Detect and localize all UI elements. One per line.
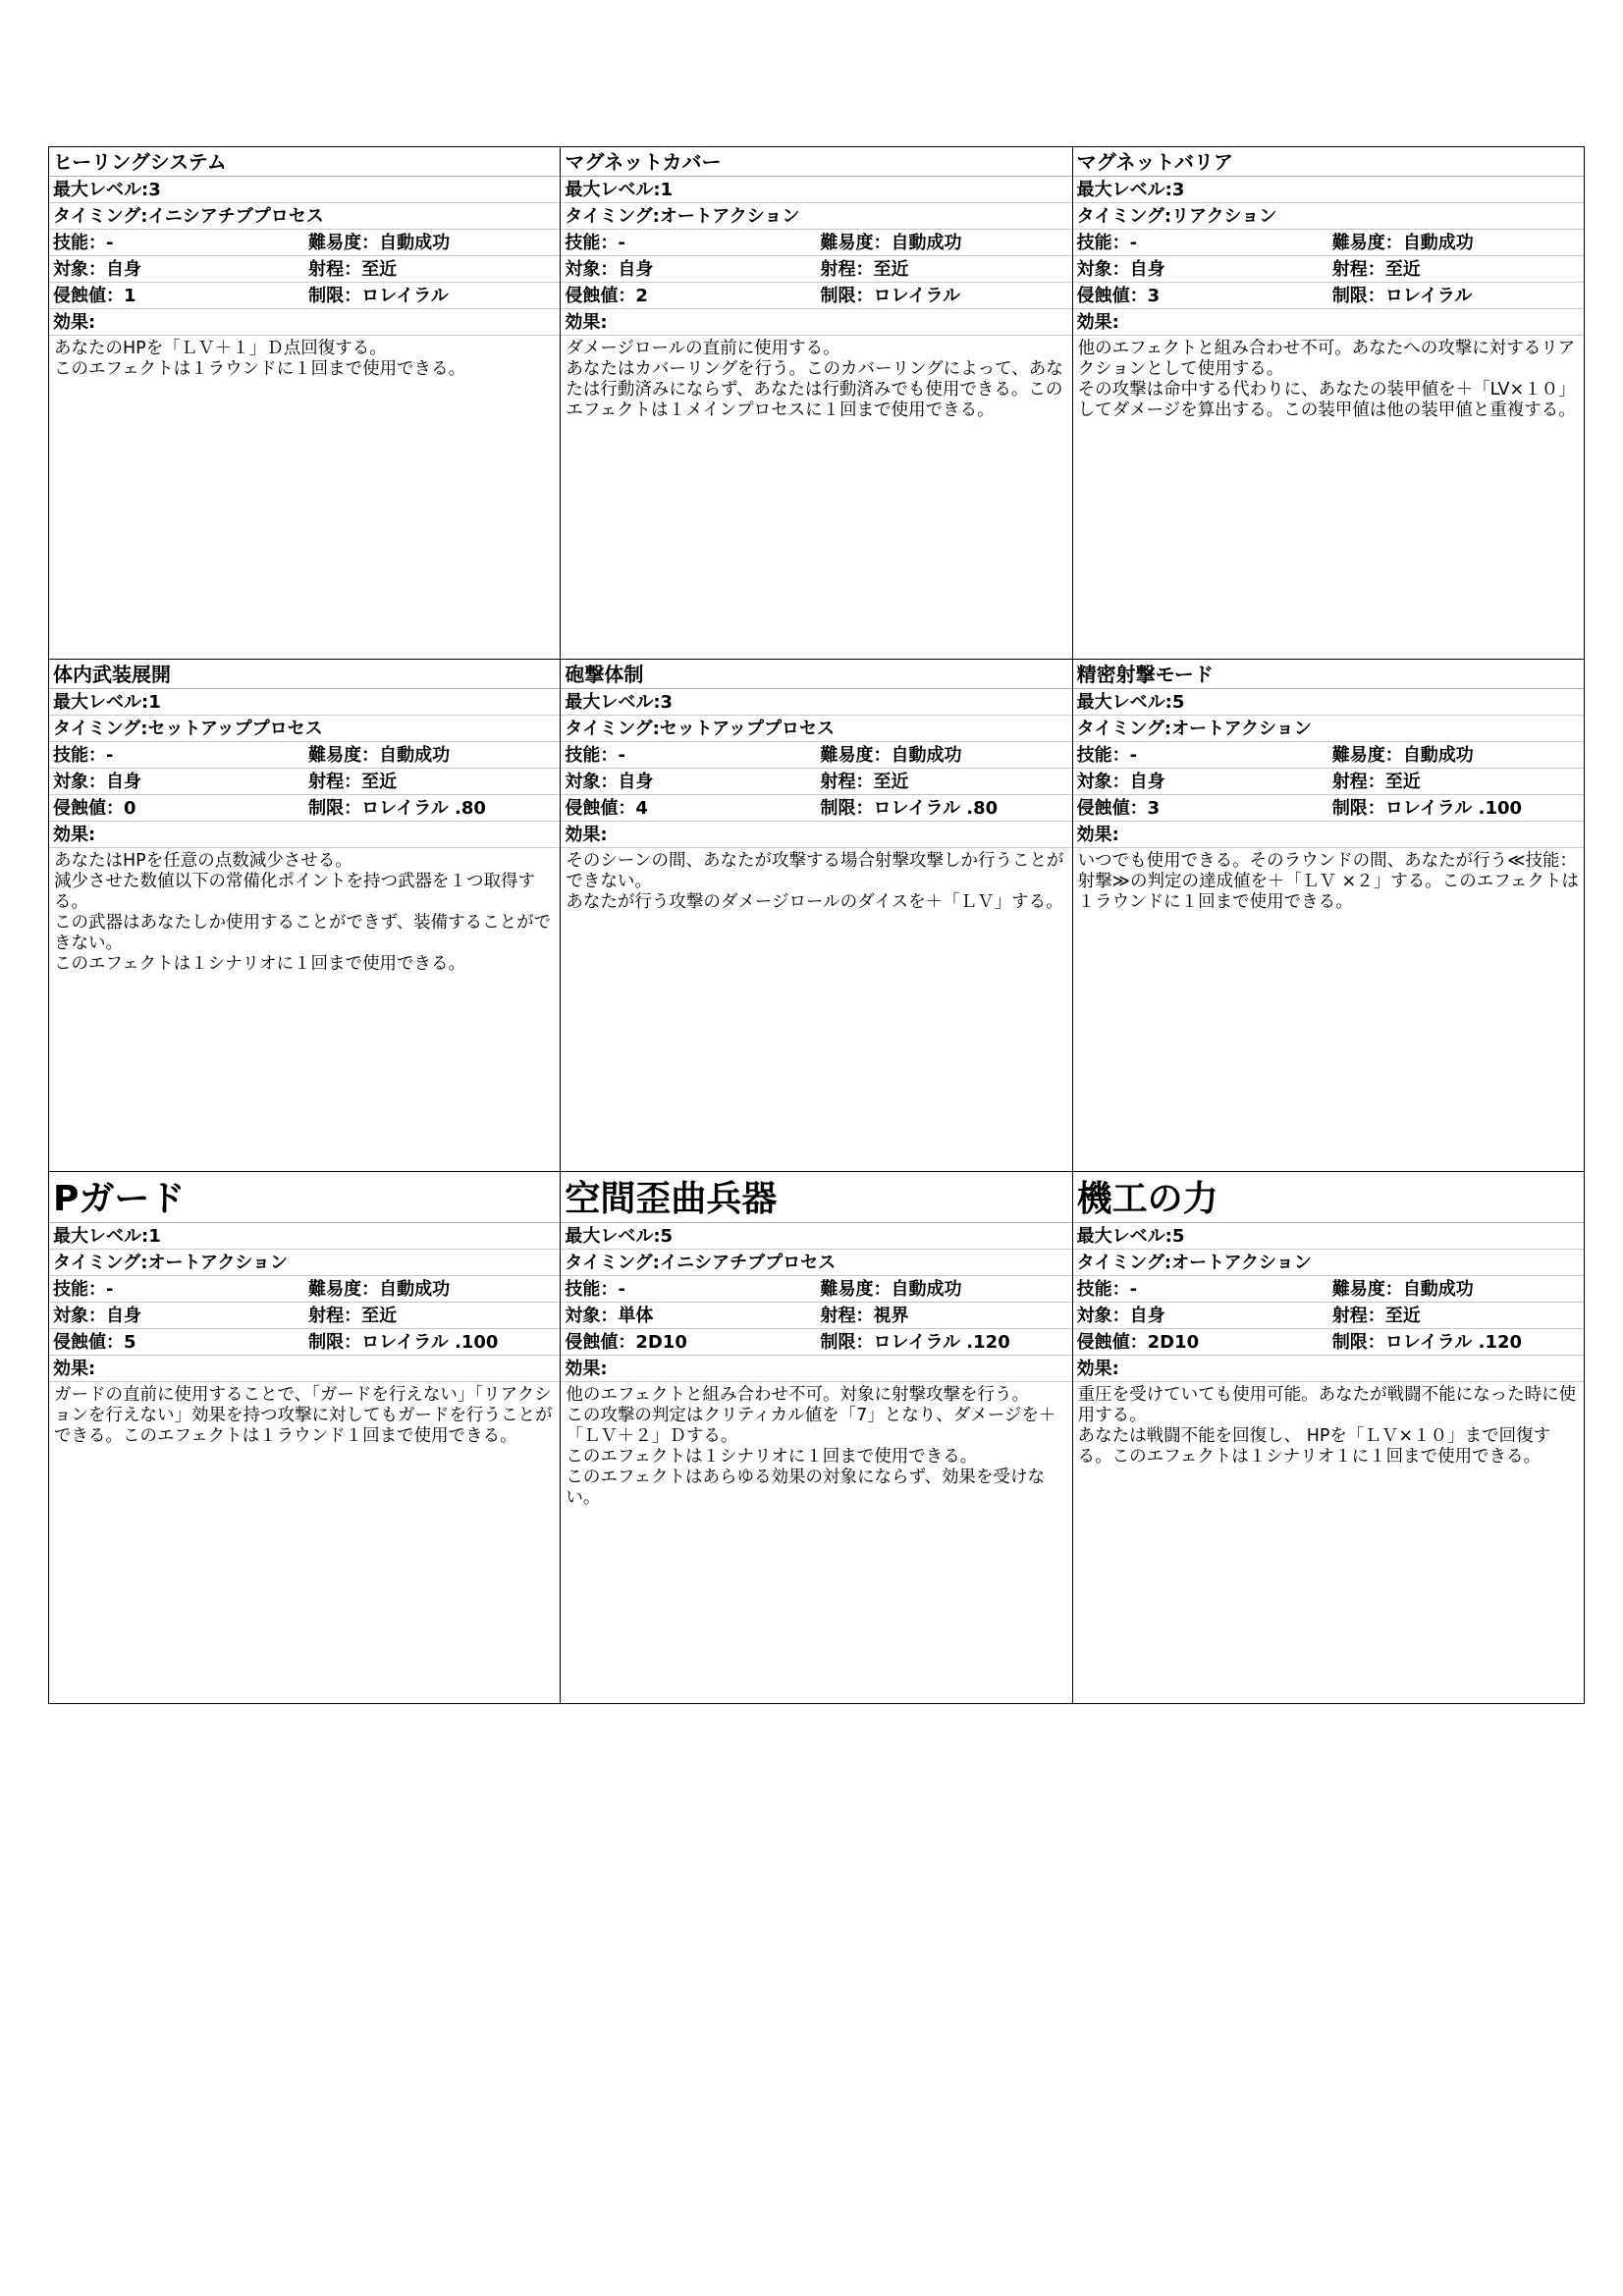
range-label: 射程： xyxy=(820,772,874,792)
skill-cell xyxy=(1073,1276,1328,1302)
range-label: 射程： xyxy=(308,1306,362,1326)
range-cell xyxy=(816,1303,1071,1328)
erosion-value: 2D10 xyxy=(635,1332,687,1353)
limit-label: 制限： xyxy=(820,798,874,819)
limit-value: ロレイラル .80 xyxy=(361,798,486,819)
timing-value: セットアッププロセス xyxy=(659,719,836,739)
timing-row xyxy=(49,716,560,742)
difficulty-label: 難易度： xyxy=(1331,1279,1403,1300)
range-cell xyxy=(1328,769,1584,794)
effect-label: 効果: xyxy=(1073,822,1584,848)
skill-label: 技能： xyxy=(53,1279,106,1300)
limit-cell xyxy=(304,795,560,821)
max-level-value: 5 xyxy=(1171,692,1185,713)
erosion-label: 侵蝕値： xyxy=(1076,1332,1148,1353)
effect-text: あなたはHPを任意の点数減少させる。 減少させた数値以下の常備化ポイントを持つ武器を１つ取得する。 この武器はあなたしか使用することができず、装備することができない。 このエフェクトは１シナリオに１回まで使用できる。 xyxy=(54,851,552,974)
erosion-limit-row xyxy=(1073,283,1584,309)
effect-text: 他のエフェクトと組み合わせ不可。対象に射撃攻撃を行う。 この攻撃の判定はクリティカル値を「7」となり、ダメージを＋「ＬＶ＋２」Ｄする。 このエフェクトは１シナリオに１回まで使用できる。 このエフェクトはあらゆる効果の対象にならず、効果を受けない。 xyxy=(566,1385,1056,1508)
difficulty-label: 難易度： xyxy=(308,233,380,253)
skill-difficulty-row xyxy=(49,742,560,769)
max-level-label: 最大レベル: xyxy=(565,180,661,200)
erosion-cell xyxy=(1073,1329,1328,1355)
difficulty-cell xyxy=(816,1276,1071,1302)
target-value: 単体 xyxy=(618,1306,654,1326)
difficulty-label: 難易度： xyxy=(308,745,380,766)
max-level-row xyxy=(1073,177,1584,203)
timing-label: タイミング: xyxy=(53,206,148,227)
skill-label: 技能： xyxy=(1076,1279,1130,1300)
target-value: 自身 xyxy=(106,1306,141,1326)
max-level-value: 5 xyxy=(1171,1226,1185,1247)
difficulty-cell xyxy=(1328,742,1584,768)
card-title: 空間歪曲兵器 xyxy=(561,1172,1071,1223)
limit-value: ロレイラル .100 xyxy=(361,1332,499,1353)
timing-value: セットアッププロセス xyxy=(147,719,323,739)
erosion-label: 侵蝕値： xyxy=(565,798,636,819)
card-title: 体内武装展開 xyxy=(49,660,560,689)
target-value: 自身 xyxy=(106,772,141,792)
limit-label: 制限： xyxy=(820,1332,874,1353)
max-level-label: 最大レベル: xyxy=(1076,692,1172,713)
effect-card xyxy=(49,1172,561,1704)
timing-row xyxy=(561,1250,1071,1276)
erosion-limit-row xyxy=(561,283,1071,309)
limit-label: 制限： xyxy=(308,286,362,306)
target-value: 自身 xyxy=(106,259,141,280)
effect-card xyxy=(49,147,561,660)
skill-cell xyxy=(1073,742,1328,768)
target-range-row xyxy=(1073,1303,1584,1329)
max-level-value: 1 xyxy=(660,180,674,200)
difficulty-label: 難易度： xyxy=(820,1279,892,1300)
skill-cell xyxy=(49,742,304,768)
erosion-limit-row xyxy=(49,283,560,309)
skill-value: - xyxy=(106,745,114,766)
effect-card xyxy=(1073,660,1585,1172)
difficulty-cell xyxy=(816,742,1071,768)
target-range-row xyxy=(49,256,560,283)
difficulty-label: 難易度： xyxy=(308,1279,380,1300)
erosion-cell xyxy=(49,283,304,308)
target-value: 自身 xyxy=(618,259,654,280)
target-cell xyxy=(1073,769,1328,794)
range-label: 射程： xyxy=(820,259,874,280)
erosion-cell xyxy=(49,1329,304,1355)
max-level-label: 最大レベル: xyxy=(1076,180,1172,200)
difficulty-cell xyxy=(816,230,1071,255)
effect-card xyxy=(49,660,561,1172)
difficulty-cell xyxy=(1328,230,1584,255)
skill-difficulty-row xyxy=(561,230,1071,256)
max-level-label: 最大レベル: xyxy=(565,692,661,713)
max-level-label: 最大レベル: xyxy=(53,692,149,713)
limit-value: ロレイラル .120 xyxy=(873,1332,1010,1353)
difficulty-value: 自動成功 xyxy=(891,745,962,766)
effect-card xyxy=(561,660,1072,1172)
timing-row xyxy=(1073,1250,1584,1276)
timing-label: タイミング: xyxy=(1076,719,1172,739)
target-range-row xyxy=(49,769,560,795)
difficulty-value: 自動成功 xyxy=(891,233,962,253)
erosion-label: 侵蝕値： xyxy=(1076,286,1148,306)
erosion-cell xyxy=(1073,795,1328,821)
max-level-label: 最大レベル: xyxy=(565,1226,661,1247)
erosion-label: 侵蝕値： xyxy=(53,286,124,306)
target-cell xyxy=(1073,256,1328,282)
timing-value: イニシアチブプロセス xyxy=(659,1253,837,1273)
timing-label: タイミング: xyxy=(53,719,148,739)
effect-text: ダメージロールの直前に使用する。 あなたはカバーリングを行う。このカバーリングによって、あなたは行動済みにならず、あなたは行動済みでも使用できる。このエフェクトは１メインプロセスに１回まで使用できる。 xyxy=(566,339,1063,420)
erosion-value: 2 xyxy=(635,286,648,306)
card-title: Pガード xyxy=(49,1172,560,1223)
effect-label: 効果: xyxy=(561,309,1071,336)
difficulty-value: 自動成功 xyxy=(891,1279,962,1300)
effect-text: あなたのHPを「ＬＶ＋１」Ｄ点回復する。 このエフェクトは１ラウンドに１回まで使用できる。 xyxy=(54,339,466,379)
range-cell xyxy=(816,256,1071,282)
effect-label: 効果: xyxy=(1073,309,1584,336)
skill-label: 技能： xyxy=(565,1279,619,1300)
target-range-row xyxy=(561,1303,1071,1329)
skill-label: 技能： xyxy=(53,233,106,253)
limit-value: ロレイラル xyxy=(361,286,449,306)
range-label: 射程： xyxy=(1331,1306,1385,1326)
timing-value: リアクション xyxy=(1171,206,1277,227)
timing-label: タイミング: xyxy=(1076,206,1172,227)
timing-value: オートアクション xyxy=(1171,719,1312,739)
range-value: 至近 xyxy=(873,259,909,280)
skill-value: - xyxy=(1129,1279,1138,1300)
max-level-value: 1 xyxy=(148,692,161,713)
skill-value: - xyxy=(106,233,114,253)
timing-row xyxy=(49,1250,560,1276)
erosion-label: 侵蝕値： xyxy=(53,1332,124,1353)
target-range-row xyxy=(1073,769,1584,795)
difficulty-cell xyxy=(1328,1276,1584,1302)
limit-cell xyxy=(816,795,1071,821)
timing-row xyxy=(561,716,1071,742)
limit-cell xyxy=(1328,1329,1584,1355)
difficulty-value: 自動成功 xyxy=(1402,233,1474,253)
difficulty-label: 難易度： xyxy=(820,745,892,766)
timing-row xyxy=(49,203,560,230)
target-label: 対象： xyxy=(565,772,619,792)
target-value: 自身 xyxy=(1129,1306,1165,1326)
difficulty-value: 自動成功 xyxy=(1402,745,1474,766)
limit-label: 制限： xyxy=(1331,286,1385,306)
max-level-value: 5 xyxy=(660,1226,674,1247)
skill-difficulty-row xyxy=(1073,742,1584,769)
skill-label: 技能： xyxy=(565,745,619,766)
skill-value: - xyxy=(618,233,625,253)
limit-label: 制限： xyxy=(308,1332,362,1353)
skill-label: 技能： xyxy=(1076,233,1130,253)
effect-card xyxy=(561,1172,1072,1704)
erosion-label: 侵蝕値： xyxy=(1076,798,1148,819)
max-level-row xyxy=(49,689,560,716)
skill-cell xyxy=(49,1276,304,1302)
target-range-row xyxy=(561,769,1071,795)
card-title: ヒーリングシステム xyxy=(49,147,560,177)
range-value: 至近 xyxy=(1384,259,1421,280)
erosion-value: 0 xyxy=(124,798,136,819)
erosion-limit-row xyxy=(561,795,1071,822)
skill-cell xyxy=(561,230,816,255)
target-label: 対象： xyxy=(565,259,619,280)
timing-row xyxy=(1073,716,1584,742)
target-label: 対象： xyxy=(1076,772,1130,792)
erosion-limit-row xyxy=(1073,1329,1584,1356)
effect-card xyxy=(1073,1172,1585,1704)
limit-value: ロレイラル .100 xyxy=(1384,798,1523,819)
skill-cell xyxy=(561,742,816,768)
card-title: 砲撃体制 xyxy=(561,660,1071,689)
range-label: 射程： xyxy=(308,772,362,792)
erosion-value: 1 xyxy=(124,286,136,306)
limit-cell xyxy=(304,1329,560,1355)
limit-cell xyxy=(816,283,1071,308)
max-level-row xyxy=(561,1223,1071,1250)
range-label: 射程： xyxy=(1331,772,1385,792)
max-level-row xyxy=(561,177,1071,203)
erosion-label: 侵蝕値： xyxy=(53,798,124,819)
difficulty-cell xyxy=(304,742,560,768)
skill-value: - xyxy=(618,745,625,766)
skill-label: 技能： xyxy=(53,745,106,766)
difficulty-label: 難易度： xyxy=(1331,233,1403,253)
erosion-label: 侵蝕値： xyxy=(565,1332,636,1353)
erosion-limit-row xyxy=(49,795,560,822)
max-level-row xyxy=(1073,1223,1584,1250)
target-range-row xyxy=(561,256,1071,283)
erosion-cell xyxy=(561,795,816,821)
range-label: 射程： xyxy=(820,1306,874,1326)
max-level-value: 3 xyxy=(1171,180,1185,200)
timing-label: タイミング: xyxy=(53,1253,148,1273)
range-cell xyxy=(304,769,560,794)
effect-text: いつでも使用できる。そのラウンドの間、あなたが行う≪技能：射撃≫の判定の達成値を＋「ＬＶ ×２」する。このエフェクトは１ラウンドに１回まで使用できる。 xyxy=(1077,851,1579,912)
target-value: 自身 xyxy=(1129,772,1165,792)
target-cell xyxy=(49,1303,304,1328)
effect-card xyxy=(561,147,1072,660)
target-value: 自身 xyxy=(1129,259,1165,280)
card-title: 機工の力 xyxy=(1073,1172,1584,1223)
erosion-limit-row xyxy=(49,1329,560,1356)
timing-label: タイミング: xyxy=(565,206,660,227)
max-level-value: 3 xyxy=(148,180,161,200)
skill-cell xyxy=(1073,230,1328,255)
limit-value: ロレイラル xyxy=(873,286,961,306)
skill-value: - xyxy=(1129,745,1138,766)
limit-cell xyxy=(1328,283,1584,308)
max-level-label: 最大レベル: xyxy=(1076,1226,1172,1247)
max-level-row xyxy=(49,177,560,203)
target-label: 対象： xyxy=(1076,259,1130,280)
range-value: 視界 xyxy=(873,1306,909,1326)
range-cell xyxy=(304,256,560,282)
target-label: 対象： xyxy=(53,259,106,280)
max-level-row xyxy=(49,1223,560,1250)
card-title: 精密射撃モード xyxy=(1073,660,1584,689)
timing-label: タイミング: xyxy=(565,719,660,739)
max-level-label: 最大レベル: xyxy=(53,180,149,200)
erosion-limit-row xyxy=(1073,795,1584,822)
erosion-value: 3 xyxy=(1147,286,1161,306)
effect-label: 効果: xyxy=(49,822,560,848)
erosion-cell xyxy=(561,283,816,308)
timing-value: オートアクション xyxy=(1171,1253,1312,1273)
max-level-row xyxy=(561,689,1071,716)
difficulty-value: 自動成功 xyxy=(1402,1279,1474,1300)
range-value: 至近 xyxy=(873,772,909,792)
limit-value: ロレイラル xyxy=(1384,286,1473,306)
difficulty-label: 難易度： xyxy=(820,233,892,253)
effect-text: 重圧を受けていても使用可能。あなたが戦闘不能になった時に使用する。 あなたは戦闘不能を回復し、 HPを「ＬＶ×１０」まで回復する。このエフェクトは１シナリオ１に１回まで使用できる。 xyxy=(1077,1385,1577,1467)
target-label: 対象： xyxy=(1076,1306,1130,1326)
max-level-row xyxy=(1073,689,1584,716)
limit-label: 制限： xyxy=(1331,798,1385,819)
timing-value: オートアクション xyxy=(659,206,800,227)
target-label: 対象： xyxy=(53,1306,106,1326)
erosion-label: 侵蝕値： xyxy=(565,286,636,306)
max-level-value: 1 xyxy=(148,1226,161,1247)
skill-label: 技能： xyxy=(1076,745,1130,766)
limit-value: ロレイラル .80 xyxy=(873,798,999,819)
max-level-label: 最大レベル: xyxy=(53,1226,149,1247)
limit-label: 制限： xyxy=(1331,1332,1385,1353)
timing-row xyxy=(1073,203,1584,230)
timing-row xyxy=(561,203,1071,230)
timing-value: オートアクション xyxy=(147,1253,289,1273)
target-range-row xyxy=(1073,256,1584,283)
skill-label: 技能： xyxy=(565,233,619,253)
range-value: 至近 xyxy=(361,772,398,792)
range-cell xyxy=(816,769,1071,794)
skill-cell xyxy=(561,1276,816,1302)
difficulty-value: 自動成功 xyxy=(379,745,451,766)
target-label: 対象： xyxy=(53,772,106,792)
limit-cell xyxy=(816,1329,1071,1355)
target-cell xyxy=(561,769,816,794)
target-value: 自身 xyxy=(618,772,654,792)
skill-value: - xyxy=(106,1279,114,1300)
target-cell xyxy=(561,1303,816,1328)
effect-card-sheet xyxy=(48,146,1585,1704)
range-label: 射程： xyxy=(308,259,362,280)
skill-cell xyxy=(49,230,304,255)
target-cell xyxy=(49,769,304,794)
erosion-cell xyxy=(561,1329,816,1355)
effect-label: 効果: xyxy=(49,309,560,336)
limit-label: 制限： xyxy=(820,286,874,306)
range-value: 至近 xyxy=(361,1306,398,1326)
target-cell xyxy=(49,256,304,282)
range-value: 至近 xyxy=(1384,1306,1421,1326)
skill-difficulty-row xyxy=(1073,1276,1584,1303)
erosion-value: 2D10 xyxy=(1147,1332,1200,1353)
effect-card xyxy=(1073,147,1585,660)
erosion-value: 3 xyxy=(1147,798,1161,819)
skill-value: - xyxy=(1129,233,1138,253)
erosion-cell xyxy=(1073,283,1328,308)
range-label: 射程： xyxy=(1331,259,1385,280)
max-level-value: 3 xyxy=(660,692,674,713)
limit-cell xyxy=(304,283,560,308)
range-cell xyxy=(1328,1303,1584,1328)
erosion-limit-row xyxy=(561,1329,1071,1356)
effect-label: 効果: xyxy=(561,822,1071,848)
timing-value: イニシアチブプロセス xyxy=(147,206,324,227)
skill-difficulty-row xyxy=(561,742,1071,769)
effect-label: 効果: xyxy=(1073,1356,1584,1382)
target-label: 対象： xyxy=(565,1306,619,1326)
effect-text: ガードの直前に使用することで、「ガードを行えない」「リアクションを行えない」効果を持つ攻撃に対してもガードを行うことができる。このエフェクトは１ラウンド１回まで使用できる。 xyxy=(54,1385,553,1446)
target-cell xyxy=(1073,1303,1328,1328)
target-cell xyxy=(561,256,816,282)
erosion-cell xyxy=(49,795,304,821)
skill-difficulty-row xyxy=(49,230,560,256)
skill-difficulty-row xyxy=(561,1276,1071,1303)
difficulty-cell xyxy=(304,1276,560,1302)
difficulty-value: 自動成功 xyxy=(379,233,451,253)
difficulty-label: 難易度： xyxy=(1331,745,1403,766)
card-title: マグネットバリア xyxy=(1073,147,1584,177)
erosion-value: 5 xyxy=(124,1332,136,1353)
range-cell xyxy=(1328,256,1584,282)
effect-label: 効果: xyxy=(49,1356,560,1382)
difficulty-value: 自動成功 xyxy=(379,1279,451,1300)
effect-text: 他のエフェクトと組み合わせ不可。あなたへの攻撃に対するリアクションとして使用する。 その攻撃は命中する代わりに、あなたの装甲値を＋「LV×１０」してダメージを算出する。この装甲値は他の装甲値と重複する。 xyxy=(1077,339,1576,420)
range-cell xyxy=(304,1303,560,1328)
range-value: 至近 xyxy=(361,259,398,280)
range-value: 至近 xyxy=(1384,772,1421,792)
card-title: マグネットカバー xyxy=(561,147,1071,177)
target-range-row xyxy=(49,1303,560,1329)
timing-label: タイミング: xyxy=(565,1253,660,1273)
effect-text: そのシーンの間、あなたが攻撃する場合射撃攻撃しか行うことができない。 あなたが行う攻撃のダメージロールのダイスを＋「ＬＶ」する。 xyxy=(566,851,1064,912)
skill-value: - xyxy=(618,1279,625,1300)
skill-difficulty-row xyxy=(49,1276,560,1303)
limit-cell xyxy=(1328,795,1584,821)
difficulty-cell xyxy=(304,230,560,255)
limit-label: 制限： xyxy=(308,798,362,819)
skill-difficulty-row xyxy=(1073,230,1584,256)
effect-label: 効果: xyxy=(561,1356,1071,1382)
timing-label: タイミング: xyxy=(1076,1253,1172,1273)
erosion-value: 4 xyxy=(635,798,648,819)
limit-value: ロレイラル .120 xyxy=(1384,1332,1523,1353)
